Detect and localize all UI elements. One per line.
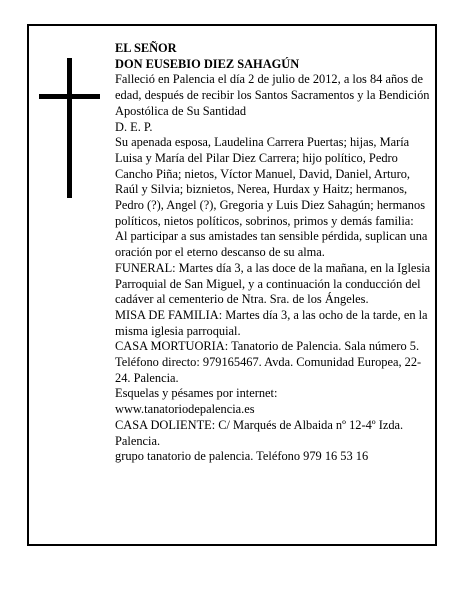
death-announcement: Falleció en Palencia el día 2 de julio de 2012, a los 84 años de edad, después de recibir los Santos Sacramentos y la Bendición Apostólica de Su Santidad [115,72,430,118]
deceased-name: DON EUSEBIO DIEZ SAHAGÚN [115,56,300,71]
funeral-info: FUNERAL: Martes día 3, a las doce de la mañana, en la Iglesia Parroquial de San Miguel, y a continuación la conducción del cadáver al cementerio de Ntra. Sra. de los Ángeles. [115,260,431,307]
prayer-request: Al participar a sus amistades tan sensible pérdida, suplican una oración por el eterno descanso de su alma. [115,229,428,260]
cross-icon [39,58,95,198]
cross-horizontal-bar [39,94,100,99]
website-link: www.tanatoriodepalencia.es [115,402,255,417]
family-mass-info: MISA DE FAMILIA: Martes día 3, a las ocho de la tarde, en la misma iglesia parroquial. [115,307,428,338]
online-condolences-label: Esquelas y pésames por internet: [115,386,278,401]
obituary-text [115,41,433,465]
funeral-home-info: CASA MORTUORIA: Tanatorio de Palencia. Sala número 5. Teléfono directo: 979165467. Avda. Comunidad Europea, 22-24. Palencia. [115,339,422,385]
rip-line: D. E. P. [115,119,153,134]
funeral-group-phone: grupo tanatorio de palencia. Teléfono 979 16 53 16 [115,449,369,464]
family-home-address: CASA DOLIENTE: C/ Marqués de Albaida nº 12-4º Izda. Palencia. [115,417,404,448]
obituary-frame [27,24,437,546]
family-list: Su apenada esposa, Laudelina Carrera Puertas; hijas, María Luisa y María del Pilar Diez Carrera; hijo político, Pedro Cancho Piña; nietos, Víctor Manuel, David, Daniel, Arturo, Raúl y Silvia; biznietos, Nerea, Hurdax y Haitz; hermanos, Pedro (?), Angel (?), Gregoria y Luis Diez Sahagún; hermanos políticos, nietos políticos, sobrinos, primos y demás familia: [115,135,426,228]
cross-vertical-bar [67,58,72,198]
title-line-1: EL SEÑOR [115,41,177,55]
